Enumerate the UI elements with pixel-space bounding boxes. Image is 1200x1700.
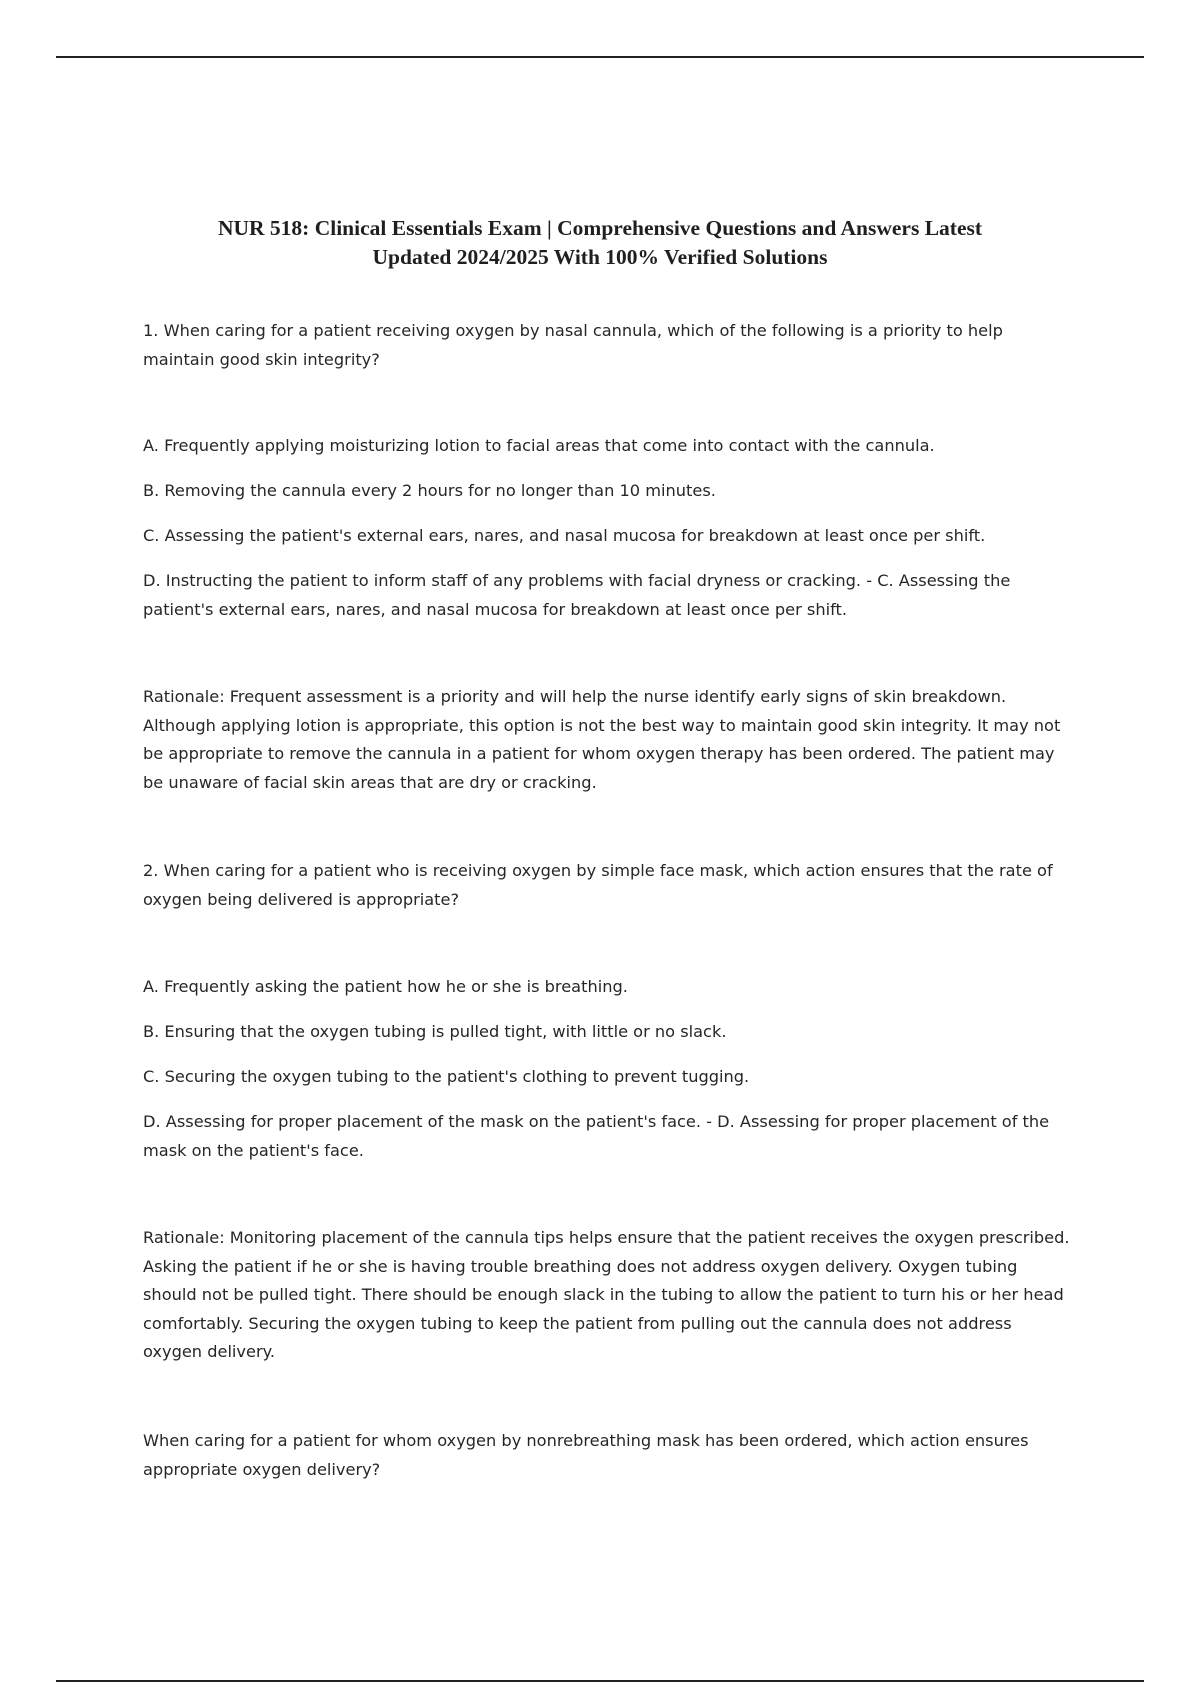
title-line-2: Updated 2024/2025 With 100% Verified Solutions [372, 245, 828, 269]
question-1: 1. When caring for a patient receiving oxygen by nasal cannula, which of the following is a priority to help maintain good skin integrity? [143, 321, 1003, 369]
q2-option-d: D. Assessing for proper placement of the mask on the patient's face. - D. Assessing for proper placement of the mask on the patient's face. [143, 1112, 1050, 1160]
document-title [120, 214, 1080, 272]
q2-option-c: C. Securing the oxygen tubing to the patient's clothing to prevent tugging. [143, 1067, 750, 1086]
q2-rationale: Rationale: Monitoring placement of the cannula tips helps ensure that the patient receives the oxygen prescribed. Asking the patient if he or she is having trouble breathing does not address oxygen delivery. Oxygen tubing should not be pulled tight. There should be enough slack in the tubing to allow the patient to turn his or her head comfortably. Securing the oxygen tubing to keep the patient from pulling out the cannula does not address oxygen delivery. [143, 1228, 1070, 1361]
title-line-1: NUR 518: Clinical Essentials Exam | Comprehensive Questions and Answers Latest [217, 216, 983, 240]
q2-option-b: B. Ensuring that the oxygen tubing is pulled tight, with little or no slack. [143, 1022, 727, 1041]
top-rule [56, 56, 1144, 58]
q1-rationale: Rationale: Frequent assessment is a priority and will help the nurse identify early signs of skin breakdown. Although applying lotion is appropriate, this option is not the best way to maintain good skin integrity. It may not be appropriate to remove the cannula in a patient for whom oxygen therapy has been ordered. The patient may be unaware of facial skin areas that are dry or cracking. [143, 687, 1061, 792]
q2-option-a: A. Frequently asking the patient how he or she is breathing. [143, 977, 628, 996]
bottom-rule [56, 1680, 1144, 1682]
q1-option-b: B. Removing the cannula every 2 hours for no longer than 10 minutes. [143, 481, 716, 500]
q1-option-a: A. Frequently applying moisturizing lotion to facial areas that come into contact with the cannula. [143, 436, 935, 455]
question-3: When caring for a patient for whom oxygen by nonrebreathing mask has been ordered, which action ensures appropriate oxygen delivery? [143, 1431, 1029, 1479]
q1-option-d: D. Instructing the patient to inform staff of any problems with facial dryness or cracking. - C. Assessing the patient's external ears, nares, and nasal mucosa for breakdown at least once per shift. [143, 571, 1011, 619]
q1-option-c: C. Assessing the patient's external ears, nares, and nasal mucosa for breakdown at least once per shift. [143, 526, 986, 545]
question-2: 2. When caring for a patient who is receiving oxygen by simple face mask, which action ensures that the rate of oxygen being delivered is appropriate? [143, 861, 1053, 909]
